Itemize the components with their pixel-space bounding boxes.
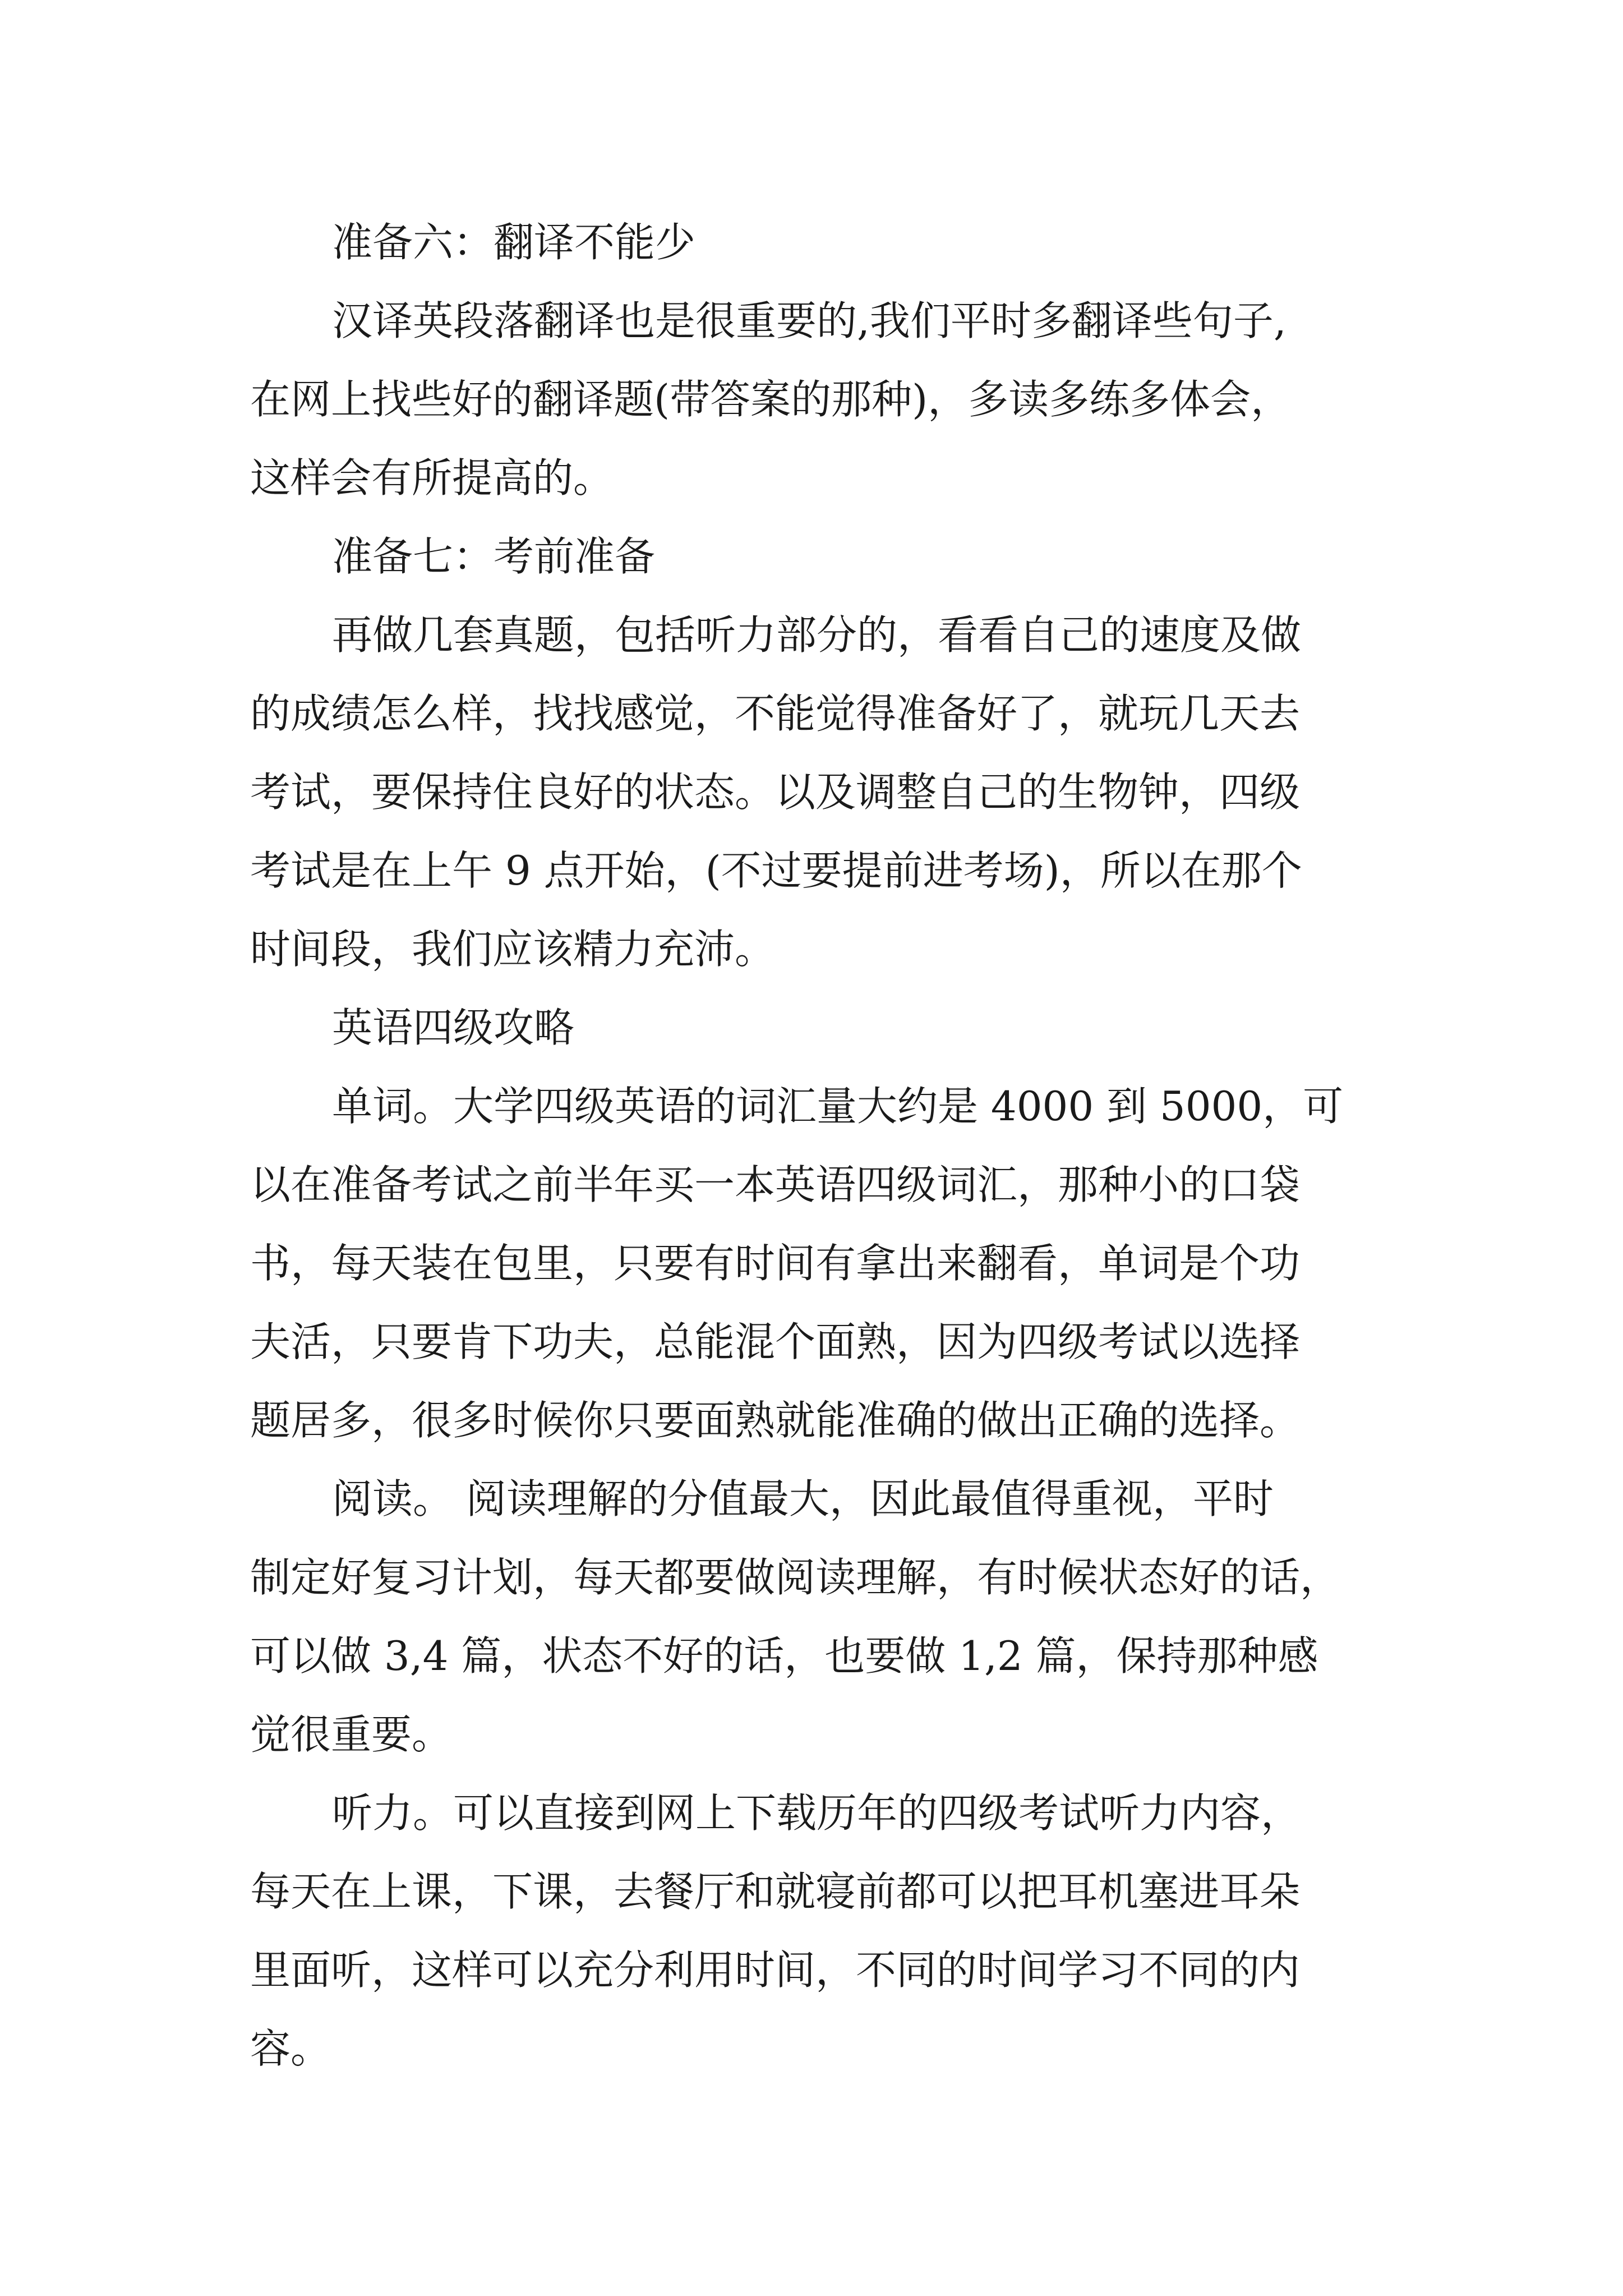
paragraph-line: 阅读。 阅读理解的分值最大，因此最值得重视，平时 bbox=[332, 1475, 1274, 1522]
paragraph-line: 夫活，只要肯下功夫，总能混个面熟，因为四级考试以选择 bbox=[250, 1318, 1301, 1365]
paragraph-line: 汉译英段落翻译也是很重要的,我们平时多翻译些句子, bbox=[332, 297, 1287, 344]
heading-preparation-seven: 准备七：考前准备 bbox=[332, 533, 656, 580]
heading-preparation-six: 准备六：翻译不能少 bbox=[332, 219, 696, 266]
paragraph-line: 在网上找些好的翻译题(带答案的那种)，多读多练多体会， bbox=[250, 376, 1292, 423]
paragraph-line: 这样会有所提高的。 bbox=[250, 454, 614, 501]
paragraph-line: 单词。大学四级英语的词汇量大约是 4000 到 5000，可 bbox=[332, 1083, 1344, 1130]
paragraph-line: 听力。可以直接到网上下载历年的四级考试听力内容， bbox=[332, 1789, 1302, 1837]
paragraph-line: 每天在上课，下课，去餐厅和就寝前都可以把耳机塞进耳朵 bbox=[250, 1868, 1301, 1915]
paragraph-line: 的成绩怎么样，找找感觉，不能觉得准备好了，就玩几天去 bbox=[250, 690, 1301, 737]
paragraph-line: 再做几套真题，包括听力部分的，看看自己的速度及做 bbox=[332, 611, 1302, 659]
paragraph-line: 题居多，很多时候你只要面熟就能准确的做出正确的选择。 bbox=[250, 1397, 1301, 1444]
paragraph-line: 考试，要保持住良好的状态。以及调整自己的生物钟，四级 bbox=[250, 769, 1301, 816]
heading-cet4-strategy: 英语四级攻略 bbox=[332, 1004, 575, 1051]
paragraph-line: 以在准备考试之前半年买一本英语四级词汇，那种小的口袋 bbox=[250, 1161, 1301, 1208]
paragraph-line: 觉很重要。 bbox=[250, 1711, 453, 1758]
paragraph-line: 书，每天装在包里，只要有时间有拿出来翻看，单词是个功 bbox=[250, 1240, 1301, 1287]
paragraph-line: 制定好复习计划，每天都要做阅读理解，有时候状态好的话， bbox=[250, 1554, 1341, 1601]
document-body bbox=[250, 203, 1432, 2088]
paragraph-line: 考试是在上午 9 点开始，(不过要提前进考场)，所以在那个 bbox=[250, 847, 1302, 894]
paragraph-line: 时间段，我们应该精力充沛。 bbox=[250, 926, 776, 973]
paragraph-line: 可以做 3,4 篇，状态不好的话，也要做 1,2 篇，保持那种感 bbox=[250, 1632, 1318, 1680]
paragraph-line: 里面听，这样可以充分利用时间，不同的时间学习不同的内 bbox=[250, 1947, 1301, 1994]
paragraph-line: 容。 bbox=[250, 2025, 331, 2072]
